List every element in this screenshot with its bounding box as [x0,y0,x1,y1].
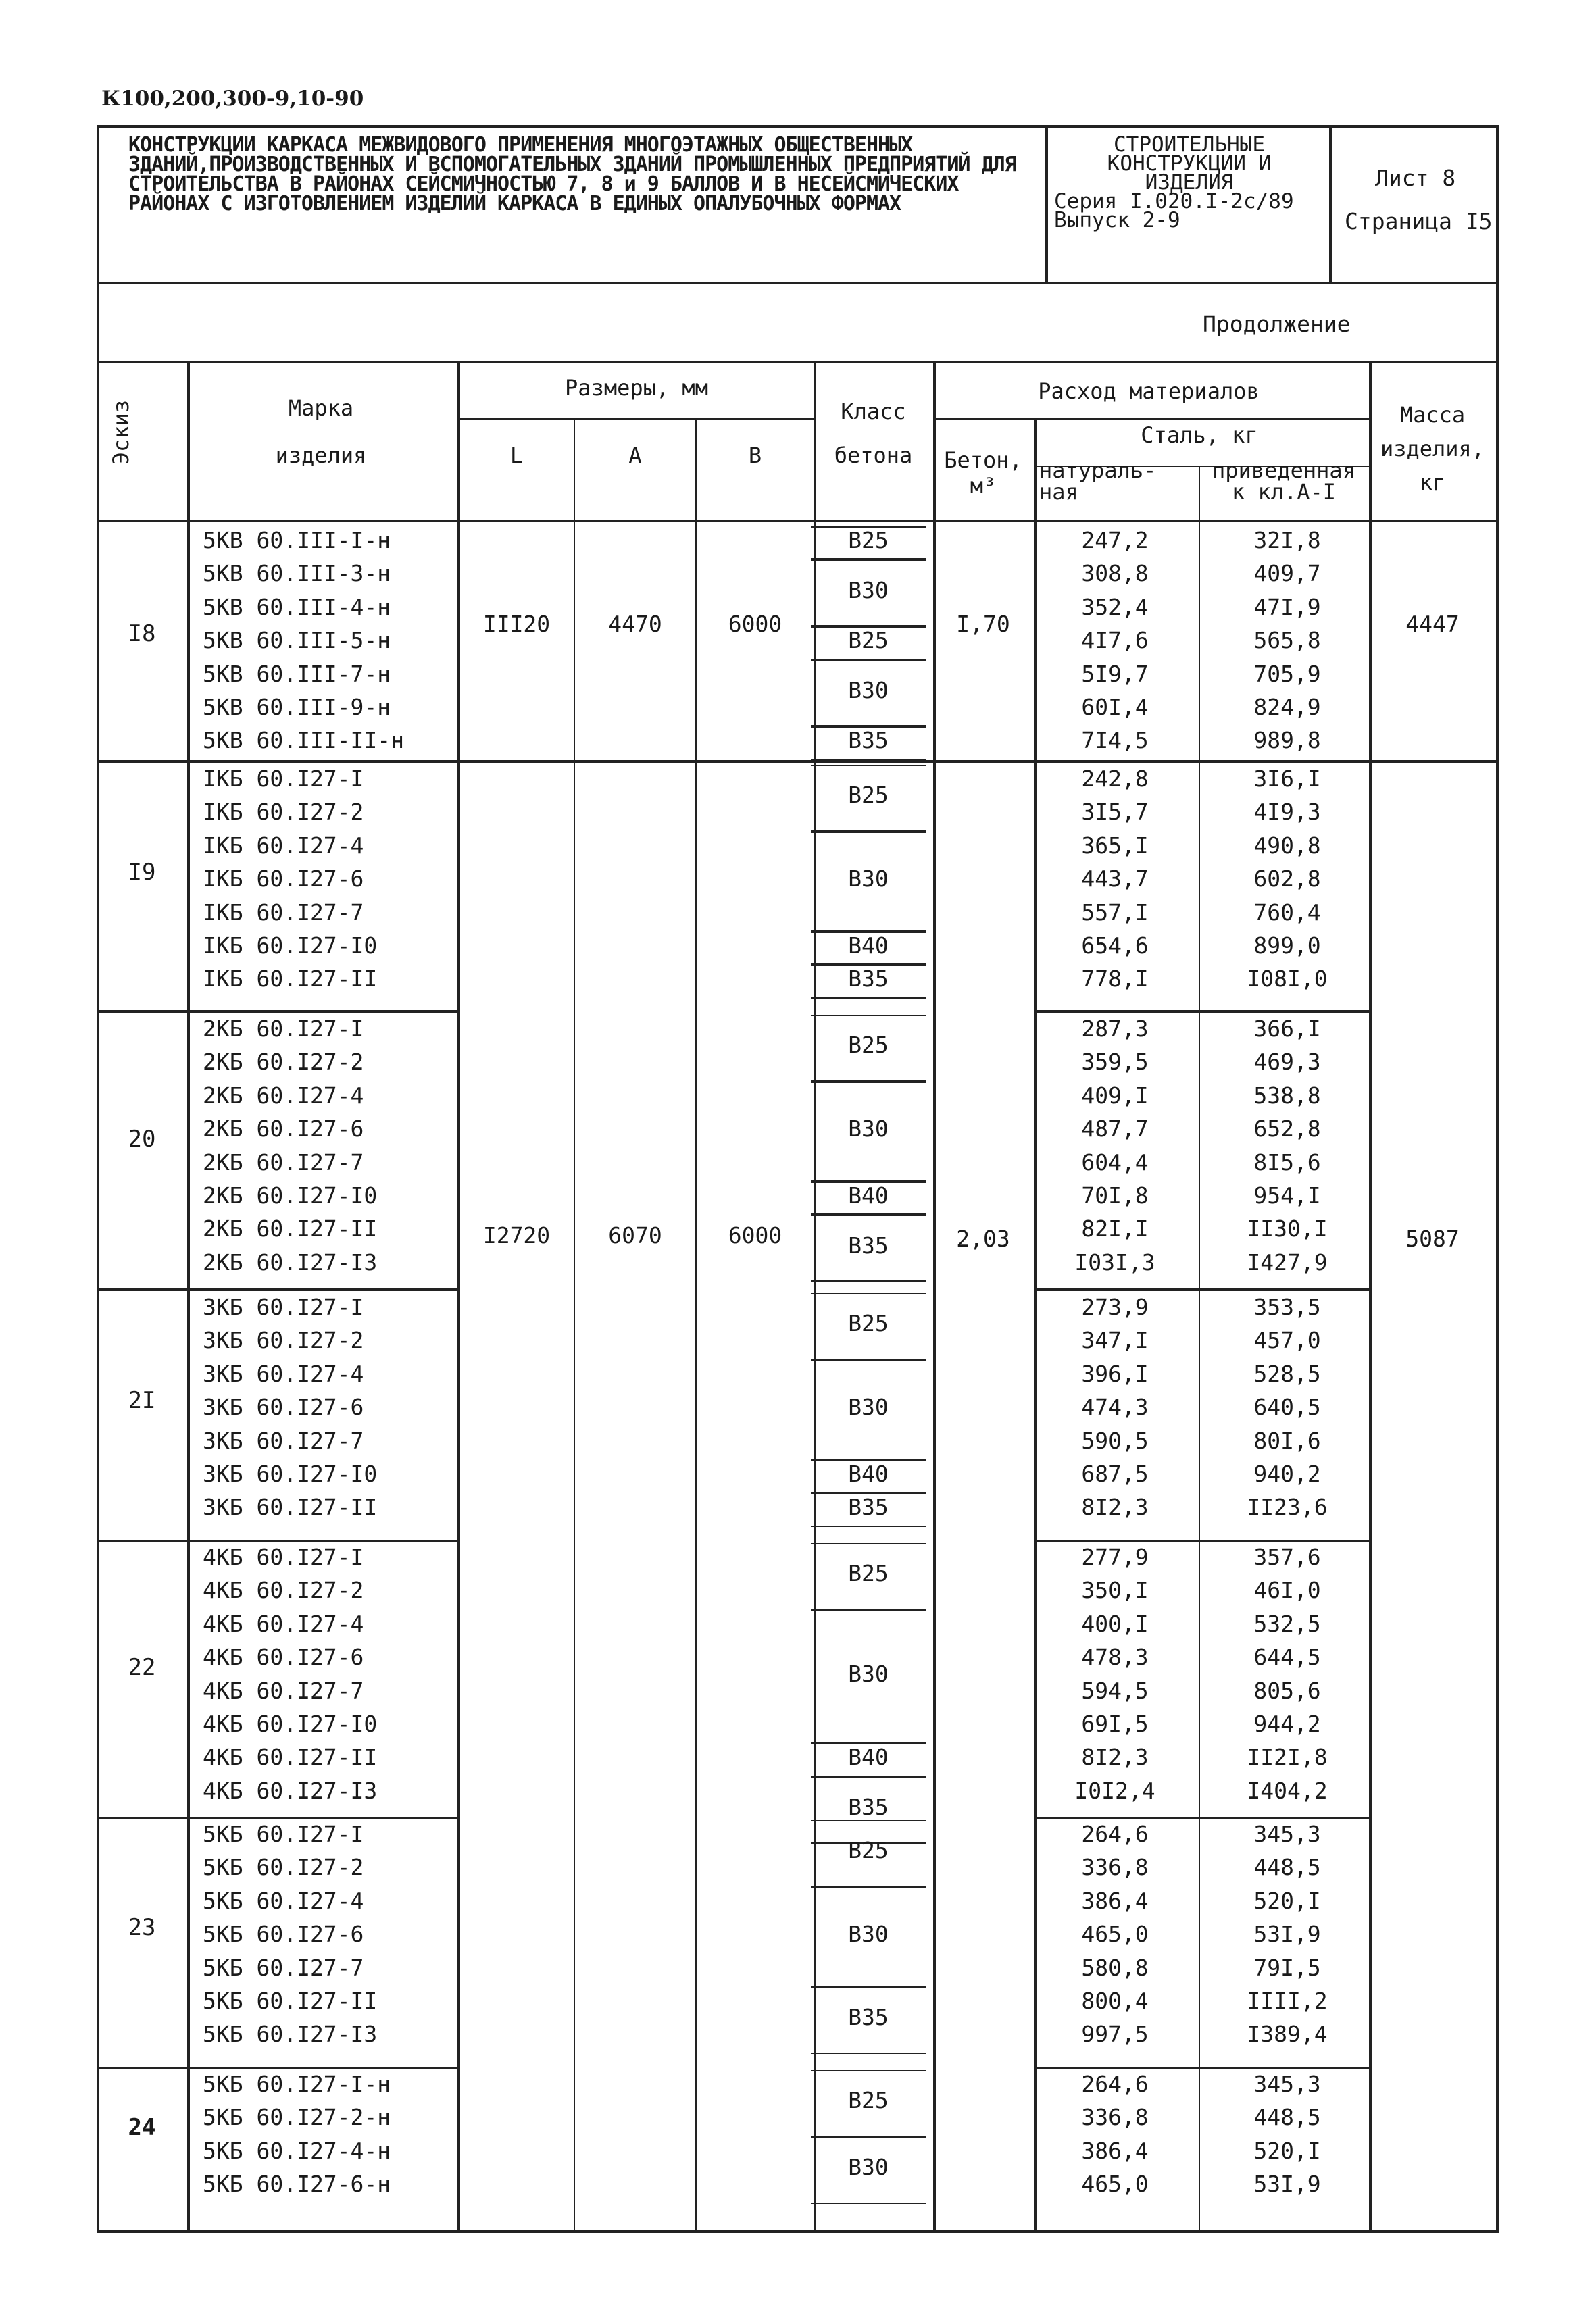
col-concrete-header-1: Бетон, [944,447,1022,473]
document-title: КОНСТРУКЦИИ КАРКАСА МЕЖВИДОВОГО ПРИМЕНЕНИЯ МНОГОЭТАЖНЫХ ОБЩЕСТВЕННЫХ ЗДАНИЙ,ПРОИЗВОДСТВЕННЫХ И ВСПОМОГАТЕЛЬНЫХ ЗДАНИЙ ПРОМЫШЛЕННЫХ ПРЕДПРИЯТИЙ ДЛЯ СТРОИТЕЛЬСТВА В РАЙОНАХ СЕЙСМИЧНОСТЬЮ 7, 8 и 9 БАЛЛОВ И В НЕСЕЙСМИЧЕСКИХ РАЙОНАХ С ИЗГОТОВЛЕНИЕМ ИЗДЕЛИЙ КАРКАСА В ЕДИНЫХ ОПАЛУБОЧНЫХ ФОРМАХ [128,133,1016,216]
row-steel-reduced: 353,5 [1253,1294,1321,1320]
row-steel-natural: 308,8 [1081,560,1149,587]
row-steel-reduced: 47I,9 [1253,593,1321,620]
col-B-header: B [748,443,762,468]
row-mark: 2КБ 60.I27-6 [203,1115,364,1142]
row-steel-natural: 3I5,7 [1081,799,1149,826]
concrete-class: B40 [848,1744,889,1771]
row-mark: 4КБ 60.I27-7 [203,1677,364,1704]
col-class-divider [933,361,936,2233]
row-mark: 2КБ 60.I27-I3 [203,1249,378,1276]
row-steel-natural: 287,3 [1081,1015,1149,1042]
row-steel-natural: 70I,8 [1081,1182,1149,1209]
group-sketch-number: 2I [128,1386,156,1414]
row-mark: 3КБ 60.I27-6 [203,1394,364,1421]
row-mark: IКБ 60.I27-6 [203,865,364,892]
page-number: Страница I5 [1345,208,1493,234]
g18-A: 4470 [608,611,662,637]
concrete-class: B35 [848,727,889,754]
g18-mass: 4447 [1405,611,1460,637]
row-mark: IКБ 60.I27-7 [203,899,364,926]
row-mark: 2КБ 60.I27-4 [203,1082,364,1109]
row-steel-natural: 557,I [1081,899,1149,926]
row-mark: IКБ 60.I27-2 [203,799,364,826]
concrete-class: B40 [848,1460,889,1487]
group-rule-19-mid [457,760,933,763]
row-steel-natural: 347,I [1081,1327,1149,1354]
row-mark: 5КВ 60.III-5-н [203,627,391,654]
col-sketch-header: Эскиз [108,399,134,466]
row-mark: 2КБ 60.I27-I [203,1015,364,1042]
row-steel-reduced: II23,6 [1247,1494,1328,1521]
row-mark: 2КБ 60.I27-7 [203,1149,364,1176]
row-steel-reduced: 940,2 [1253,1461,1321,1487]
row-steel-natural: 8I2,3 [1081,1494,1149,1521]
row-steel-natural: 580,8 [1081,1954,1149,1981]
row-steel-natural: 4I7,6 [1081,627,1149,654]
row-steel-natural: 82I,I [1081,1215,1149,1242]
col-class-header-1: Класс [841,399,906,424]
row-steel-natural: 386,4 [1081,2137,1149,2164]
row-steel-reduced: 520,I [1253,1887,1321,1914]
row-mark: IКБ 60.I27-I [203,765,364,792]
row-mark: 5КБ 60.I27-4 [203,1887,364,1914]
concrete-class: B30 [848,1920,889,1947]
col-L-header: L [509,443,524,468]
row-steel-natural: 409,I [1081,1082,1149,1109]
concrete-class: B40 [848,1182,889,1209]
row-steel-natural: 487,7 [1081,1115,1149,1142]
row-steel-natural: 465,0 [1081,2171,1149,2198]
series-block [1054,132,1324,232]
row-mark: 4КБ 60.I27-I [203,1544,364,1570]
row-steel-natural: 277,9 [1081,1544,1149,1570]
row-steel-reduced: 490,8 [1253,832,1321,859]
concrete-class: B30 [848,677,889,703]
row-mark: IКБ 60.I27-4 [203,832,364,859]
col-mark-header-2: изделия [275,443,367,468]
row-mark: 5КБ 60.I27-I [203,1821,364,1847]
col-reduced-header-2: к кл.А-I [1231,479,1337,505]
row-steel-natural: 8I2,3 [1081,1744,1149,1771]
row-steel-natural: 997,5 [1081,2021,1149,2048]
group-sketch-number: I9 [128,858,156,886]
concrete-class: B35 [848,1232,889,1259]
sheet-number: Лист 8 [1375,165,1456,191]
row-steel-natural: 7I4,5 [1081,727,1149,754]
row-steel-natural: 5I9,7 [1081,660,1149,687]
col-mass-header-3: кг [1419,470,1446,495]
row-steel-natural: 336,8 [1081,1854,1149,1881]
row-steel-natural: 594,5 [1081,1677,1149,1704]
common-A: 6070 [608,1222,662,1249]
group-sketch-number: 20 [128,1125,156,1153]
row-steel-reduced: 760,4 [1253,899,1321,926]
header-bottom-rule [99,282,1499,284]
row-mark: 5КБ 60.I27-4-н [203,2137,391,2164]
row-steel-natural: 443,7 [1081,865,1149,892]
g18-concrete: I,70 [956,611,1010,637]
row-mark: 5КВ 60.III-3-н [203,560,391,587]
row-mark: 3КБ 60.I27-4 [203,1360,364,1387]
concrete-class: B35 [848,1494,889,1521]
row-steel-reduced: 357,6 [1253,1544,1321,1570]
row-steel-reduced: 520,I [1253,2137,1321,2164]
row-steel-reduced: 652,8 [1253,1115,1321,1142]
row-steel-natural: 60I,4 [1081,694,1149,720]
row-mark: 3КБ 60.I27-II [203,1494,378,1521]
concrete-class: B30 [848,2154,889,2181]
table-top-rule [99,361,1499,363]
row-steel-reduced: 805,6 [1253,1677,1321,1704]
col-mark-header-1: Марка [288,395,354,421]
sheet-block [1345,157,1500,243]
col-mass-header-1: Масса [1399,402,1466,428]
concrete-class: B25 [848,1310,889,1337]
row-mark: 3КБ 60.I27-I0 [203,1461,378,1487]
row-mark: 5КБ 60.I27-I-н [203,2071,391,2097]
concrete-class: B25 [848,1560,889,1587]
row-mark: 5КВ 60.III-9-н [203,694,391,720]
row-steel-natural: 474,3 [1081,1394,1149,1421]
row-mark: 3КБ 60.I27-I [203,1294,364,1320]
row-steel-reduced: 79I,5 [1253,1954,1321,1981]
row-steel-reduced: 565,8 [1253,627,1321,654]
row-steel-reduced: 602,8 [1253,865,1321,892]
col-sketch-divider [187,361,190,2233]
row-steel-reduced: I389,4 [1247,2021,1328,2048]
row-steel-reduced: 8I5,6 [1253,1149,1321,1176]
row-steel-natural: 359,5 [1081,1049,1149,1076]
row-steel-reduced: 4I9,3 [1253,799,1321,826]
row-steel-reduced: 538,8 [1253,1082,1321,1109]
row-mark: 5КБ 60.I27-2-н [203,2104,391,2131]
col-sizes-header: Размеры, мм [565,375,708,401]
row-steel-natural: 778,I [1081,965,1149,992]
row-mark: 4КБ 60.I27-2 [203,1577,364,1604]
row-steel-reduced: 448,5 [1253,1854,1321,1881]
common-concrete: 2,03 [956,1226,1010,1252]
concrete-class: B25 [848,2087,889,2114]
col-natural-header-1: натураль- [1039,457,1157,483]
row-steel-natural: 465,0 [1081,1921,1149,1948]
row-mark: 3КБ 60.I27-7 [203,1427,364,1454]
row-steel-reduced: 640,5 [1253,1394,1321,1421]
row-steel-natural: 365,I [1081,832,1149,859]
row-steel-reduced: 824,9 [1253,694,1321,720]
row-steel-natural: 350,I [1081,1577,1149,1604]
row-mark: 5КБ 60.I27-6-н [203,2171,391,2198]
row-mark: 5КБ 60.I27-2 [203,1854,364,1881]
row-steel-natural: 800,4 [1081,1988,1149,2014]
row-mark: 3КБ 60.I27-2 [203,1327,364,1354]
concrete-class: B40 [848,932,889,959]
col-steel-header: Сталь, кг [1141,422,1258,448]
series-line-1: СТРОИТЕЛЬНЫЕ [1114,132,1265,157]
col-natural-divider [1199,466,1200,2233]
materials-rule [933,418,1369,420]
concrete-class: B25 [848,1032,889,1059]
row-steel-natural: 400,I [1081,1610,1149,1637]
common-L: I2720 [482,1222,551,1249]
row-steel-reduced: I08I,0 [1247,965,1328,992]
concrete-class: B30 [848,1660,889,1687]
series-line-2: КОНСТРУКЦИИ И [1107,151,1272,176]
row-steel-reduced: 345,3 [1253,1821,1321,1847]
row-steel-reduced: 457,0 [1253,1327,1321,1354]
row-mark: 4КБ 60.I27-6 [203,1644,364,1671]
row-steel-reduced: 532,5 [1253,1610,1321,1637]
row-mark: 5КВ 60.III-II-н [203,727,405,754]
g18-L: III20 [482,611,551,637]
group-sketch-number: 23 [128,1913,156,1941]
row-mark: 5КБ 60.I27-II [203,1988,378,2014]
row-steel-reduced: IIII,2 [1247,1988,1328,2014]
row-steel-reduced: 899,0 [1253,932,1321,959]
table-header-bottom-rule [99,520,1499,522]
col-reduced-header-1: приведенная [1212,457,1355,483]
header-divider-2 [1329,128,1332,282]
group-sketch-number: 22 [128,1653,156,1681]
concrete-class: B35 [848,2004,889,2031]
col-class-header-2: бетона [834,443,913,468]
row-steel-natural: I0I2,4 [1074,1777,1155,1804]
row-mark: 4КБ 60.I27-II [203,1744,378,1771]
row-steel-reduced: 954,I [1253,1182,1321,1209]
sizes-rule [457,418,814,420]
row-steel-reduced: 409,7 [1253,560,1321,587]
row-steel-natural: 247,2 [1081,527,1149,553]
concrete-class: B30 [848,576,889,603]
row-steel-reduced: 53I,9 [1253,2171,1321,2198]
col-A-header: A [628,443,642,468]
concrete-class: B25 [848,526,889,553]
row-mark: 5КБ 60.I27-7 [203,1954,364,1981]
row-mark: 4КБ 60.I27-I0 [203,1711,378,1737]
header-divider-1 [1045,128,1048,282]
row-steel-reduced: II2I,8 [1247,1744,1328,1771]
row-steel-natural: 386,4 [1081,1887,1149,1914]
row-mark: 2КБ 60.I27-2 [203,1049,364,1076]
group-sketch-number: 24 [128,2113,156,2141]
row-steel-natural: 264,6 [1081,2071,1149,2097]
series-line-5: Выпуск 2-9 [1054,208,1180,232]
concrete-class: B35 [848,1794,889,1821]
concrete-class: B35 [848,965,889,992]
row-steel-natural: 687,5 [1081,1461,1149,1487]
row-mark: 4КБ 60.I27-I3 [203,1777,378,1804]
row-mark: 2КБ 60.I27-I0 [203,1182,378,1209]
row-steel-natural: 273,9 [1081,1294,1149,1320]
row-steel-reduced: 644,5 [1253,1644,1321,1671]
document-code: К100,200,300-9,10-90 [101,86,364,111]
continuation-label: Продолжение [1203,311,1351,337]
col-concrete-header-2: м³ [970,473,997,499]
row-steel-reduced: II30,I [1247,1215,1328,1242]
group-sketch-number: I8 [128,620,156,647]
row-steel-reduced: 46I,0 [1253,1577,1321,1604]
concrete-class: B25 [848,626,889,653]
col-reduced-divider [1369,361,1372,2233]
common-mass: 5087 [1405,1226,1460,1252]
row-mark: IКБ 60.I27-I0 [203,932,378,959]
row-steel-reduced: 528,5 [1253,1360,1321,1387]
row-steel-natural: I03I,3 [1074,1249,1155,1276]
col-materials-header: Расход материалов [1038,378,1260,404]
series-line-4: Серия I.020.I-2с/89 [1054,189,1294,213]
row-steel-reduced: 944,2 [1253,1711,1321,1737]
concrete-class: B30 [848,1393,889,1420]
row-steel-reduced: 80I,6 [1253,1427,1321,1454]
row-steel-reduced: I427,9 [1247,1249,1328,1276]
row-steel-reduced: I404,2 [1247,1777,1328,1804]
row-steel-natural: 604,4 [1081,1149,1149,1176]
row-steel-natural: 69I,5 [1081,1711,1149,1737]
series-line-3: ИЗДЕЛИЯ [1145,170,1234,195]
concrete-class: B25 [848,1837,889,1864]
row-mark: 5КВ 60.III-4-н [203,593,391,620]
row-steel-natural: 264,6 [1081,1821,1149,1847]
col-mass-header-2: изделия, [1380,436,1485,461]
g18-B: 6000 [728,611,782,637]
row-steel-reduced: 53I,9 [1253,1921,1321,1948]
row-steel-natural: 590,5 [1081,1427,1149,1454]
concrete-class: B25 [848,782,889,809]
row-mark: 4КБ 60.I27-4 [203,1610,364,1637]
col-A-divider [695,418,697,2233]
row-steel-reduced: 989,8 [1253,727,1321,754]
row-mark: 5КВ 60.III-7-н [203,660,391,687]
row-mark: 2КБ 60.I27-II [203,1215,378,1242]
row-steel-reduced: 366,I [1253,1015,1321,1042]
row-steel-natural: 242,8 [1081,765,1149,792]
row-steel-reduced: 469,3 [1253,1049,1321,1076]
row-steel-natural: 352,4 [1081,593,1149,620]
concrete-class: B30 [848,865,889,892]
col-L-divider [574,418,575,2233]
col-natural-header-2: ная [1039,479,1078,505]
row-steel-natural: 396,I [1081,1360,1149,1387]
row-mark: 5КБ 60.I27-6 [203,1921,364,1948]
row-steel-reduced: 448,5 [1253,2104,1321,2131]
row-steel-reduced: 32I,8 [1253,527,1321,553]
row-steel-reduced: 345,3 [1253,2071,1321,2097]
row-mark: 5КБ 60.I27-I3 [203,2021,378,2048]
row-steel-natural: 336,8 [1081,2104,1149,2131]
common-B: 6000 [728,1222,782,1249]
row-steel-reduced: 3I6,I [1253,765,1321,792]
row-mark: 5КВ 60.III-I-н [203,527,391,553]
row-steel-reduced: 705,9 [1253,660,1321,687]
concrete-class: B30 [848,1115,889,1142]
row-steel-natural: 654,6 [1081,932,1149,959]
row-steel-natural: 478,3 [1081,1644,1149,1671]
row-mark: IКБ 60.I27-II [203,965,378,992]
